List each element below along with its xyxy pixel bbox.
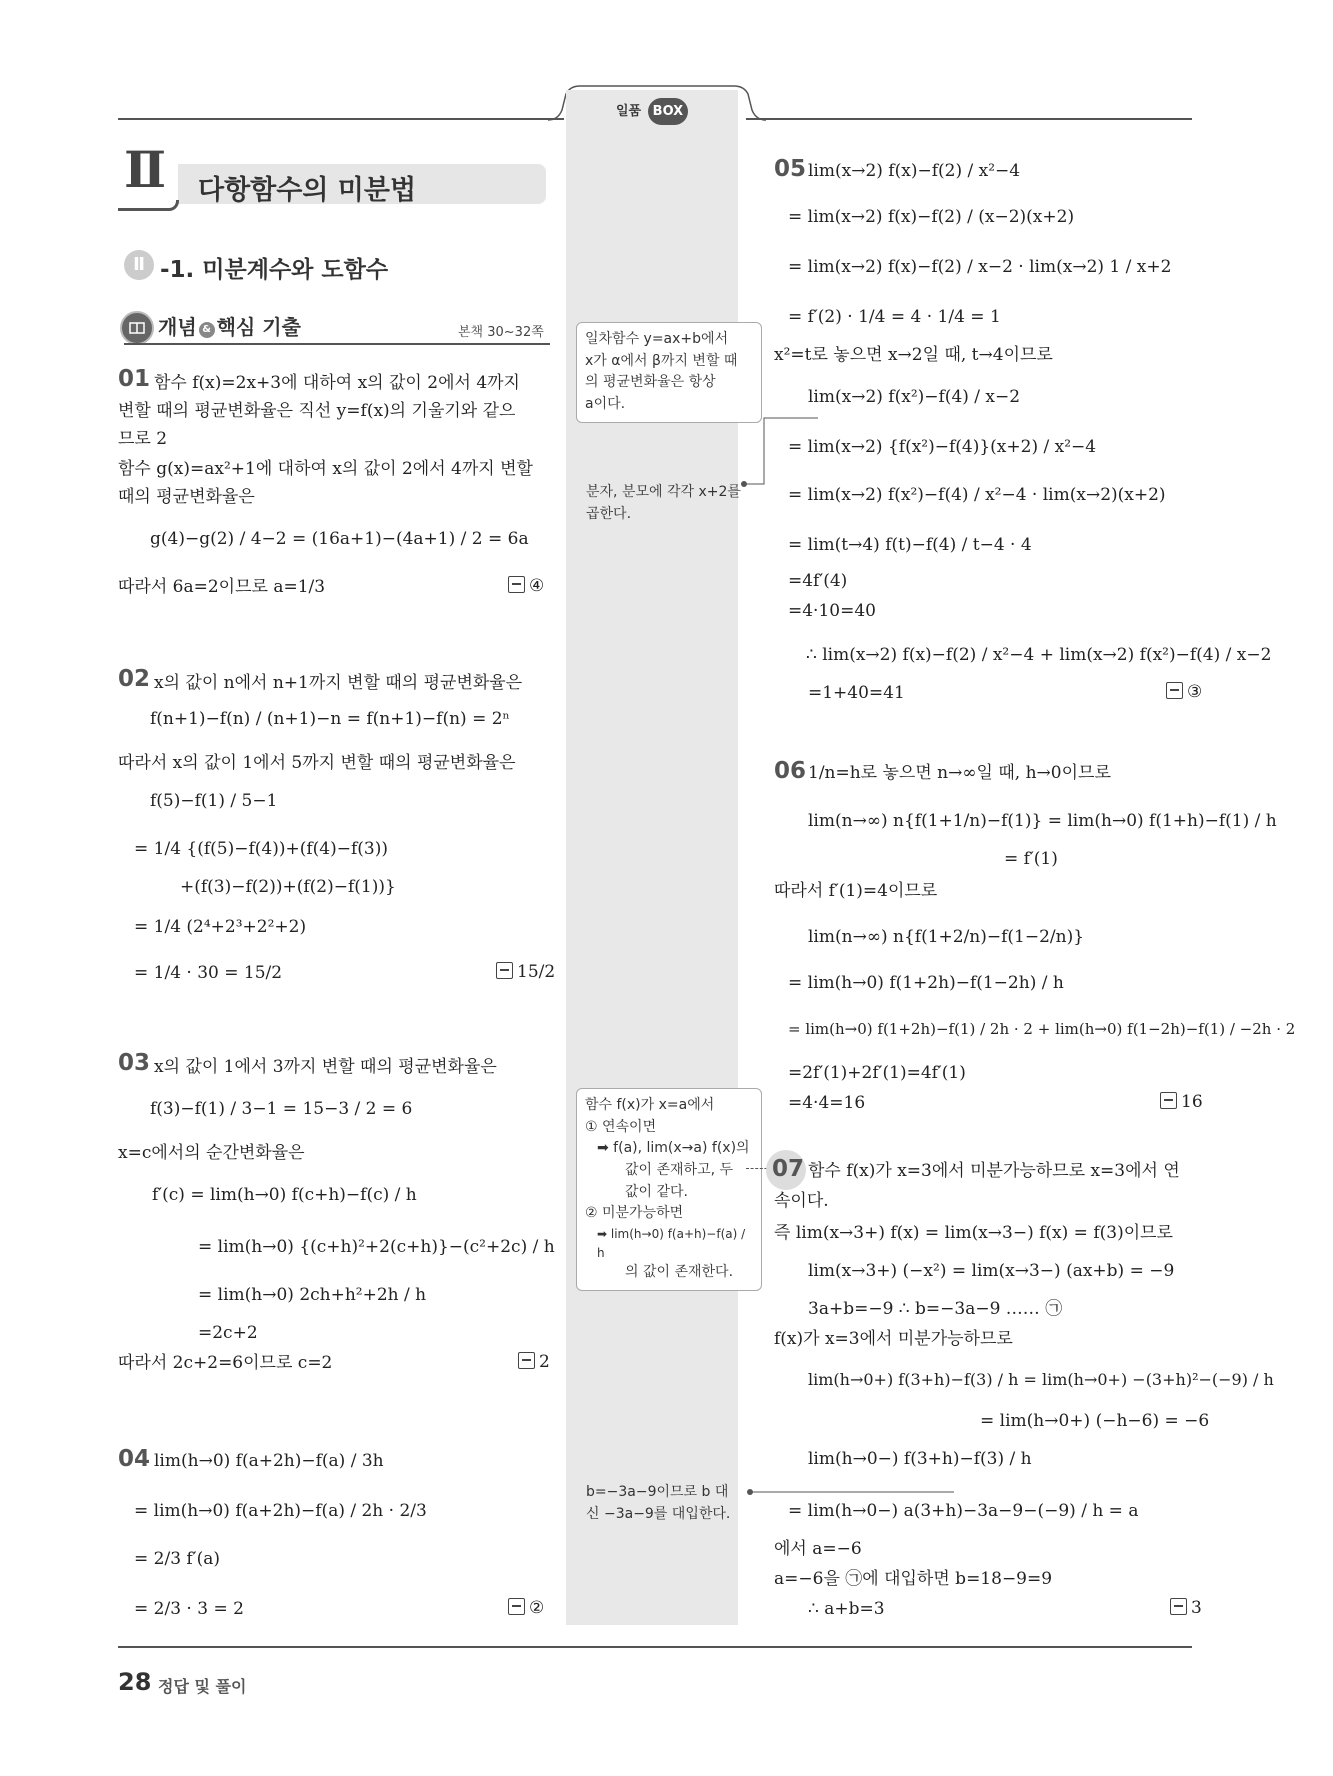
problem-number-04: 04 bbox=[118, 1446, 151, 1472]
note4-connector bbox=[746, 1486, 956, 1498]
p07-line-9: lim(h→0−) f(3+h)−f(3) / h bbox=[808, 1449, 1032, 1469]
p03-line-7: =2c+2 bbox=[198, 1323, 258, 1343]
p05-line-3: = lim(x→2) f(x)−f(2) / x−2 · lim(x→2) 1 / x+2 bbox=[788, 257, 1172, 277]
p04-answer bbox=[508, 1598, 544, 1618]
concept-pages: 본책 30~32쪽 bbox=[458, 325, 544, 340]
p05-line-9: = lim(t→4) f(t)−f(4) / t−4 · 4 bbox=[788, 535, 1032, 555]
p01-line-7: 따라서 6a=2이므로 a=1/3 bbox=[118, 577, 326, 597]
p02-line-1: x의 값이 n에서 n+1까지 변할 때의 평균변화율은 bbox=[154, 673, 523, 693]
p06-line-3: = f′(1) bbox=[1004, 849, 1058, 869]
p02-line-2: f(n+1)−f(n) / (n+1)−n = f(n+1)−f(n) = 2ⁿ bbox=[150, 709, 510, 729]
concept-title bbox=[158, 311, 301, 340]
p03-line-8: 따라서 2c+2=6이므로 c=2 bbox=[118, 1353, 333, 1373]
note3-line-3: ➡ f(a), lim(x→a) f(x)의 bbox=[597, 1140, 750, 1157]
sidebar-note-multiply bbox=[586, 482, 741, 525]
p05-line-4: = f′(2) · 1/4 = 4 · 1/4 = 1 bbox=[788, 307, 1001, 327]
p04-line-3: = 2/3 f′(a) bbox=[134, 1549, 220, 1569]
note3-line-7: ➡ lim(h→0) f(a+h)−f(a) / h bbox=[597, 1227, 746, 1260]
note1-line-1: 일차함수 y=ax+b에서 bbox=[585, 331, 729, 347]
p01-line-1: 함수 f(x)=2x+3에 대하여 x의 값이 2에서 4까지 bbox=[154, 373, 520, 393]
p01-line-2: 변할 때의 평균변화율은 직선 y=f(x)의 기울기와 같으 bbox=[118, 401, 516, 421]
p07-line-2: 속이다. bbox=[774, 1191, 829, 1211]
p02-answer bbox=[496, 962, 555, 982]
answer-icon bbox=[1160, 1092, 1177, 1109]
note1-line-3: 의 평균변화율은 항상 bbox=[585, 374, 716, 391]
p01-line-4: 함수 g(x)=ax²+1에 대하여 x의 값이 2에서 4까지 변할 bbox=[118, 459, 533, 479]
sidebar-note-continuity bbox=[576, 1088, 762, 1291]
note3-line-5: 값이 같다. bbox=[625, 1183, 688, 1200]
answer-icon bbox=[1170, 1598, 1187, 1615]
p05-line-12: ∴ lim(x→2) f(x)−f(2) / x²−4 + lim(x→2) f(x²)−f(4) / x−2 bbox=[806, 645, 1272, 665]
answer-icon bbox=[508, 1598, 525, 1615]
p07-line-7: lim(h→0+) f(3+h)−f(3) / h = lim(h→0+) −(3+h)²−(−9) / h bbox=[808, 1370, 1274, 1389]
answer-icon bbox=[518, 1352, 535, 1369]
p07-line-4: lim(x→3+) (−x²) = lim(x→3−) (ax+b) = −9 bbox=[808, 1261, 1175, 1281]
book-icon bbox=[122, 313, 152, 343]
center-gray-column bbox=[566, 90, 738, 1625]
p02-line-4: f(5)−f(1) / 5−1 bbox=[150, 791, 278, 811]
header-rule-right bbox=[746, 118, 1192, 120]
problem-number-05: 05 bbox=[774, 156, 807, 182]
p07-answer bbox=[1170, 1598, 1202, 1618]
header-rule-left bbox=[118, 118, 564, 120]
footer-label: 정답 및 풀이 bbox=[158, 1677, 247, 1696]
chapter-roman: Ⅱ bbox=[124, 140, 167, 199]
p05-answer bbox=[1166, 682, 1202, 702]
p03-answer-value: 2 bbox=[539, 1352, 550, 1372]
p07-line-5: 3a+b=−9 ∴ b=−3a−9 …… ㉠ bbox=[808, 1299, 1063, 1319]
p04-line-2: = lim(h→0) f(a+2h)−f(a) / 2h · 2/3 bbox=[134, 1501, 427, 1521]
p05-line-10: =4f′(4) bbox=[788, 571, 848, 591]
problem-number-02: 02 bbox=[118, 666, 151, 692]
p06-answer-value: 16 bbox=[1181, 1092, 1203, 1112]
problem-number-01: 01 bbox=[118, 366, 151, 392]
p03-line-6: = lim(h→0) 2ch+h²+2h / h bbox=[198, 1285, 427, 1305]
note4-line-2: 신 −3a−9를 대입한다. bbox=[586, 1505, 731, 1522]
p02-line-5: = 1/4 {(f(5)−f(4))+(f(4)−f(3)) bbox=[134, 839, 388, 859]
p07-line-8: = lim(h→0+) (−h−6) = −6 bbox=[980, 1411, 1210, 1431]
p07-line-12: a=−6을 ㉠에 대입하면 b=18−9=9 bbox=[774, 1569, 1053, 1589]
box-badge bbox=[616, 98, 688, 125]
p05-line-6: lim(x→2) f(x²)−f(4) / x−2 bbox=[808, 387, 1021, 407]
p03-line-4: f′(c) = lim(h→0) f(c+h)−f(c) / h bbox=[152, 1185, 417, 1205]
p07-line-11: 에서 a=−6 bbox=[774, 1539, 862, 1559]
p07-line-10: = lim(h→0−) a(3+h)−3a−9−(−9) / h = a bbox=[788, 1501, 1139, 1521]
note1-line-4: a이다. bbox=[585, 396, 626, 413]
p05-line-5: x²=t로 놓으면 x→2일 때, t→4이므로 bbox=[774, 345, 1053, 365]
p01-line-6: g(4)−g(2) / 4−2 = (16a+1)−(4a+1) / 2 = 6a bbox=[150, 529, 529, 549]
p07-line-6: f(x)가 x=3에서 미분가능하므로 bbox=[774, 1329, 1013, 1349]
section-title: -1. 미분계수와 도함수 bbox=[160, 257, 389, 283]
answer-icon bbox=[1166, 682, 1183, 699]
box-badge-tag: BOX bbox=[648, 98, 689, 125]
p05-line-8: = lim(x→2) f(x²)−f(4) / x²−4 · lim(x→2)(x+2) bbox=[788, 485, 1166, 505]
answer-icon bbox=[496, 962, 513, 979]
p03-line-3: x=c에서의 순간변화율은 bbox=[118, 1143, 305, 1163]
p05-line-7: = lim(x→2) {f(x²)−f(4)}(x+2) / x²−4 bbox=[788, 437, 1097, 457]
chapter-title: 다항함수의 미분법 bbox=[198, 175, 417, 206]
note3-line-6: ② 미분가능하면 bbox=[585, 1205, 684, 1222]
p01-answer bbox=[508, 576, 544, 596]
concept-underline bbox=[124, 343, 550, 345]
concept-title-1: 개념 bbox=[158, 315, 197, 339]
problem-number-06: 06 bbox=[774, 758, 807, 784]
p07-line-1: 함수 f(x)가 x=3에서 미분가능하므로 x=3에서 연 bbox=[808, 1161, 1180, 1181]
p01-line-3: 므로 2 bbox=[118, 429, 168, 449]
note3-line-8: 의 값이 존재한다. bbox=[625, 1264, 734, 1281]
note4-line-1: b=−3a−9이므로 b 대 bbox=[586, 1484, 729, 1500]
p05-line-1: lim(x→2) f(x)−f(2) / x²−4 bbox=[808, 161, 1021, 181]
p04-line-1: lim(h→0) f(a+2h)−f(a) / 3h bbox=[154, 1451, 384, 1471]
p06-line-8: =2f′(1)+2f′(1)=4f′(1) bbox=[788, 1063, 966, 1083]
p06-line-2: lim(n→∞) n{f(1+1/n)−f(1)} = lim(h→0) f(1+h)−f(1) / h bbox=[808, 811, 1277, 831]
p07-line-13: ∴ a+b=3 bbox=[808, 1599, 885, 1619]
p05-line-13: =1+40=41 bbox=[808, 683, 905, 703]
p03-answer bbox=[518, 1352, 550, 1372]
p02-line-6: +(f(3)−f(2))+(f(2)−f(1))} bbox=[180, 877, 396, 897]
p06-line-7: = lim(h→0) f(1+2h)−f(1) / 2h · 2 + lim(h→0) f(1−2h)−f(1) / −2h · 2 bbox=[788, 1020, 1296, 1038]
concept-icon bbox=[120, 311, 154, 345]
p02-answer-value: 15/2 bbox=[517, 962, 556, 982]
p06-line-1: 1/n=h로 놓으면 n→∞일 때, h→0이므로 bbox=[808, 763, 1111, 783]
p02-line-7: = 1/4 (2⁴+2³+2²+2) bbox=[134, 917, 307, 937]
footer-page-number: 28 bbox=[118, 1668, 152, 1696]
note2-line-2: 곱한다. bbox=[586, 505, 632, 522]
note1-line-2: x가 α에서 β까지 변할 때 bbox=[585, 352, 738, 369]
p07-line-3: 즉 lim(x→3+) f(x) = lim(x→3−) f(x) = f(3)이므로 bbox=[774, 1223, 1173, 1243]
concept-title-2: 핵심 기출 bbox=[216, 315, 301, 339]
p02-line-3: 따라서 x의 값이 1에서 5까지 변할 때의 평균변화율은 bbox=[118, 753, 516, 773]
sidebar-note-substitute bbox=[586, 1482, 730, 1525]
note3-line-4: 값이 존재하고, 두 bbox=[625, 1162, 734, 1179]
sidebar-note-linear bbox=[576, 322, 762, 423]
footer-rule bbox=[118, 1646, 1192, 1648]
note3-line-1: 함수 f(x)가 x=a에서 bbox=[585, 1097, 715, 1113]
p06-line-6: = lim(h→0) f(1+2h)−f(1−2h) / h bbox=[788, 973, 1064, 993]
p06-line-4: 따라서 f′(1)=4이므로 bbox=[774, 881, 938, 901]
p05-line-2: = lim(x→2) f(x)−f(2) / (x−2)(x+2) bbox=[788, 207, 1075, 227]
p06-line-9: =4·4=16 bbox=[788, 1093, 866, 1113]
p05-answer-value: ③ bbox=[1187, 682, 1203, 702]
p03-line-2: f(3)−f(1) / 3−1 = 15−3 / 2 = 6 bbox=[150, 1099, 413, 1119]
section-roman-badge: Ⅱ bbox=[124, 250, 154, 280]
p07-answer-value: 3 bbox=[1191, 1598, 1202, 1618]
p05-line-11: =4·10=40 bbox=[788, 601, 876, 621]
answer-icon bbox=[508, 576, 525, 593]
p02-line-8: = 1/4 · 30 = 15/2 bbox=[134, 963, 283, 983]
problem-number-07: 07 bbox=[772, 1156, 805, 1182]
p04-line-4: = 2/3 · 3 = 2 bbox=[134, 1599, 244, 1619]
p03-line-5: = lim(h→0) {(c+h)²+2(c+h)}−(c²+2c) / h bbox=[198, 1237, 555, 1257]
note3-line-2: ① 연속이면 bbox=[585, 1118, 657, 1135]
chapter-bracket bbox=[118, 200, 179, 211]
concept-amp: & bbox=[199, 322, 215, 338]
p01-answer-value: ④ bbox=[529, 576, 545, 596]
p06-answer bbox=[1160, 1092, 1203, 1112]
p03-line-1: x의 값이 1에서 3까지 변할 때의 평균변화율은 bbox=[154, 1057, 497, 1077]
p04-answer-value: ② bbox=[529, 1598, 545, 1618]
note2-line-1: 분자, 분모에 각각 x+2를 bbox=[586, 484, 741, 500]
problem-number-03: 03 bbox=[118, 1050, 151, 1076]
p01-line-5: 때의 평균변화율은 bbox=[118, 487, 255, 507]
box-badge-label: 일품 bbox=[616, 104, 642, 119]
p06-line-5: lim(n→∞) n{f(1+2/n)−f(1−2/n)} bbox=[808, 927, 1085, 947]
